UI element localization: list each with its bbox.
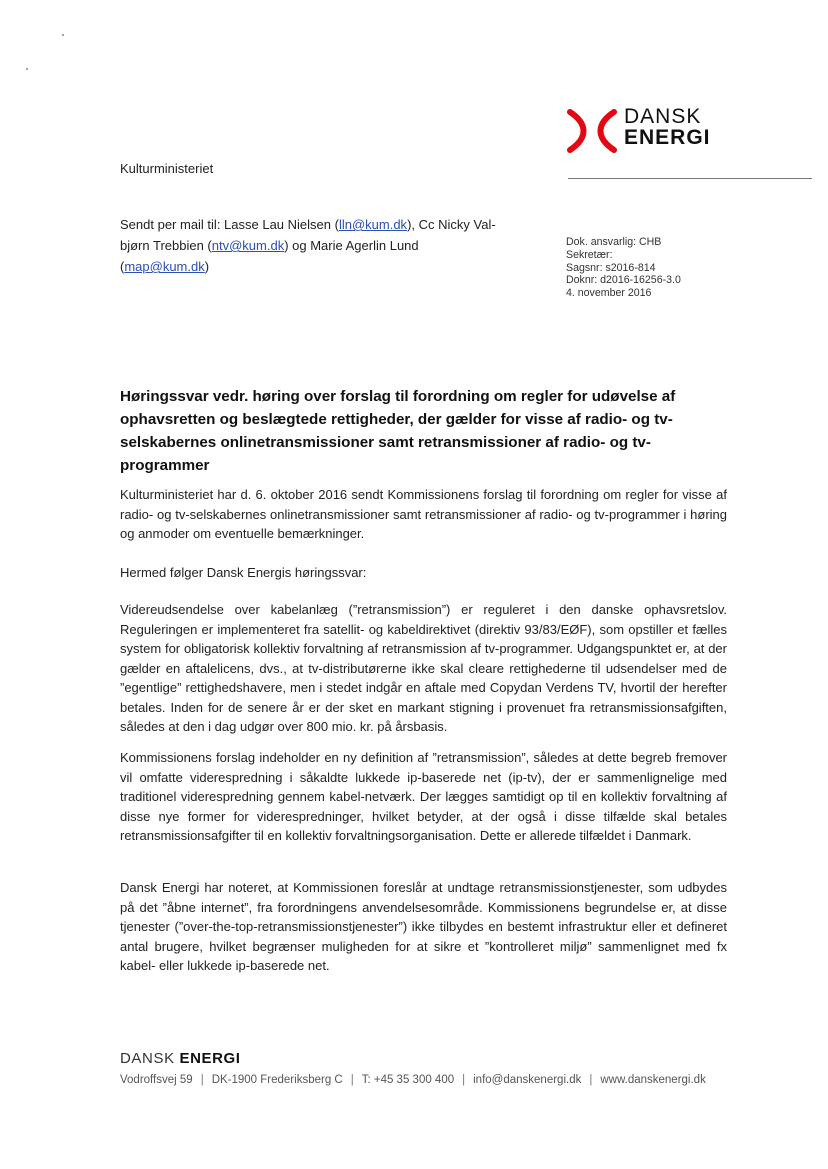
meta-document-number: Doknr: d2016-16256-3.0 — [566, 274, 681, 287]
paragraph-commission-proposal: Kommissionens forslag indeholder en ny definition af ”retransmission”, således at dette begreb fremover vil omfatte viderespredning i såkaldte lukkede ip-baserede net (ip-tv), der er sammenlignelige med traditionel viderespredning gennem kabel-netværk. Der lægges samtidigt op til en kollektiv forvaltning af disse nye former for viderespredninger, hvilket betyder, at der også i disse tilfælde skal betales retransmissionsafgifter til en kollektiv forvaltningsorganisation. Dette er allerede tilfældet i Danmark. — [120, 750, 727, 843]
sent-prefix: Sendt per mail til: Lasse Lau Nielsen ( — [120, 217, 339, 232]
recipient: Kulturministeriet — [120, 161, 214, 176]
meta-date: 4. november 2016 — [566, 287, 652, 300]
email-link-ntv[interactable]: ntv@kum.dk — [211, 238, 285, 253]
footer-brand — [120, 1050, 241, 1067]
sent-line2-prefix: bjørn Trebbien ( — [120, 238, 212, 253]
scan-speck — [26, 68, 28, 70]
footer-address: Vodroffsvej 59 — [120, 1074, 193, 1086]
document-title: Høringssvar vedr. høring over forslag til forordning om regler for udøvelse af ophavsretten og beslægtede rettigheder, der gælder for visse af radio- og tv-selskabernes onlinetransmissioner samt retransmissioner af radio- og tv-programmer — [120, 388, 676, 474]
meta-case-number: Sagsnr: s2016-814 — [566, 261, 656, 274]
footer-contact: Vodroffsvej 59 | DK-1900 Frederiksberg C | T: +45 35 300 400 | info@danskenergi.dk | www.danskenergi.dk — [120, 1074, 706, 1086]
logo-line-2: ENERGI — [624, 126, 711, 149]
meta-secretary: Sekretær: — [566, 248, 613, 261]
paragraph-retransmission: Videreudsendelse over kabelanlæg (”retransmission”) er reguleret i den danske ophavsretslov. Reguleringen er implementeret fra satellit- og kabeldirektivet (direktiv 93/83/EØF), som opstiller et fælles system for obligatorisk kollektiv forvaltning af retransmission af tv-programmer. Udgangspunktet er, at der gælder en aftalelicens, dvs., at tv-distributørerne ikke skal cleare rettighederne til udsendelser med de ”egentlige” rettighedshavere, men i stedet indgår en aftale med Copydan Verdens TV, hvortil der herefter betales. Inden for de senere år er der sket en markant stigning i provenuet fra retransmissionsafgiften, således at den i dag udgør over 800 mio. kr. på årsbasis. — [120, 602, 727, 734]
dansk-energi-logo-icon — [566, 108, 618, 154]
footer-brand-bold: ENERGI — [179, 1050, 241, 1067]
footer-phone: T: +45 35 300 400 — [361, 1074, 455, 1086]
document-meta — [566, 236, 681, 300]
email-link-map[interactable]: map@kum.dk — [124, 259, 205, 274]
meta-responsible: Dok. ansvarlig: CHB — [566, 236, 662, 248]
footer-city: DK-1900 Frederiksberg C — [211, 1074, 343, 1086]
sent-suffix: ) — [204, 259, 210, 274]
footer-website[interactable]: www.danskenergi.dk — [600, 1074, 706, 1086]
sent-mid-2: ) og Marie Agerlin Lund — [284, 238, 419, 253]
sent-to-block — [120, 214, 510, 277]
scan-speck — [62, 34, 64, 36]
paragraph-lead: Hermed følger Dansk Energis høringssvar: — [120, 565, 367, 580]
sent-mid-1: ), Cc Nicky Val- — [407, 217, 496, 232]
footer-email[interactable]: info@danskenergi.dk — [473, 1074, 582, 1086]
header-divider — [568, 178, 812, 179]
logo-wordmark — [624, 106, 711, 148]
footer-brand-light: DANSK — [120, 1050, 175, 1067]
sent-line3-prefix: ( — [120, 259, 125, 274]
paragraph-exemption: Dansk Energi har noteret, at Kommissionen foreslår at undtage retransmissionstjenester, som udbydes på det ”åbne internet”, fra forordningens anvendelsesområde. Kommissionens begrundelse er, at disse tjenester (”over-the-top-retransmissionstjenester”) ikke tilbydes en bestemt infrastruktur eller et defineret antal brugere, hvilket begrænser muligheden for at sikre et ”kontrolleret miljø” sammenlignet med fx kabel- eller lukkede ip-baserede net. — [120, 880, 727, 973]
email-link-lln[interactable]: lln@kum.dk — [338, 217, 408, 232]
paragraph-intro: Kulturministeriet har d. 6. oktober 2016 sendt Kommissionens forslag til forordning om regler for visse af radio- og tv-selskabernes onlinetransmissioner samt retransmissioner af radio- og tv-programmer i høring og anmoder om eventuelle bemærkninger. — [120, 487, 727, 541]
logo-line-1: DANSK — [624, 105, 702, 128]
